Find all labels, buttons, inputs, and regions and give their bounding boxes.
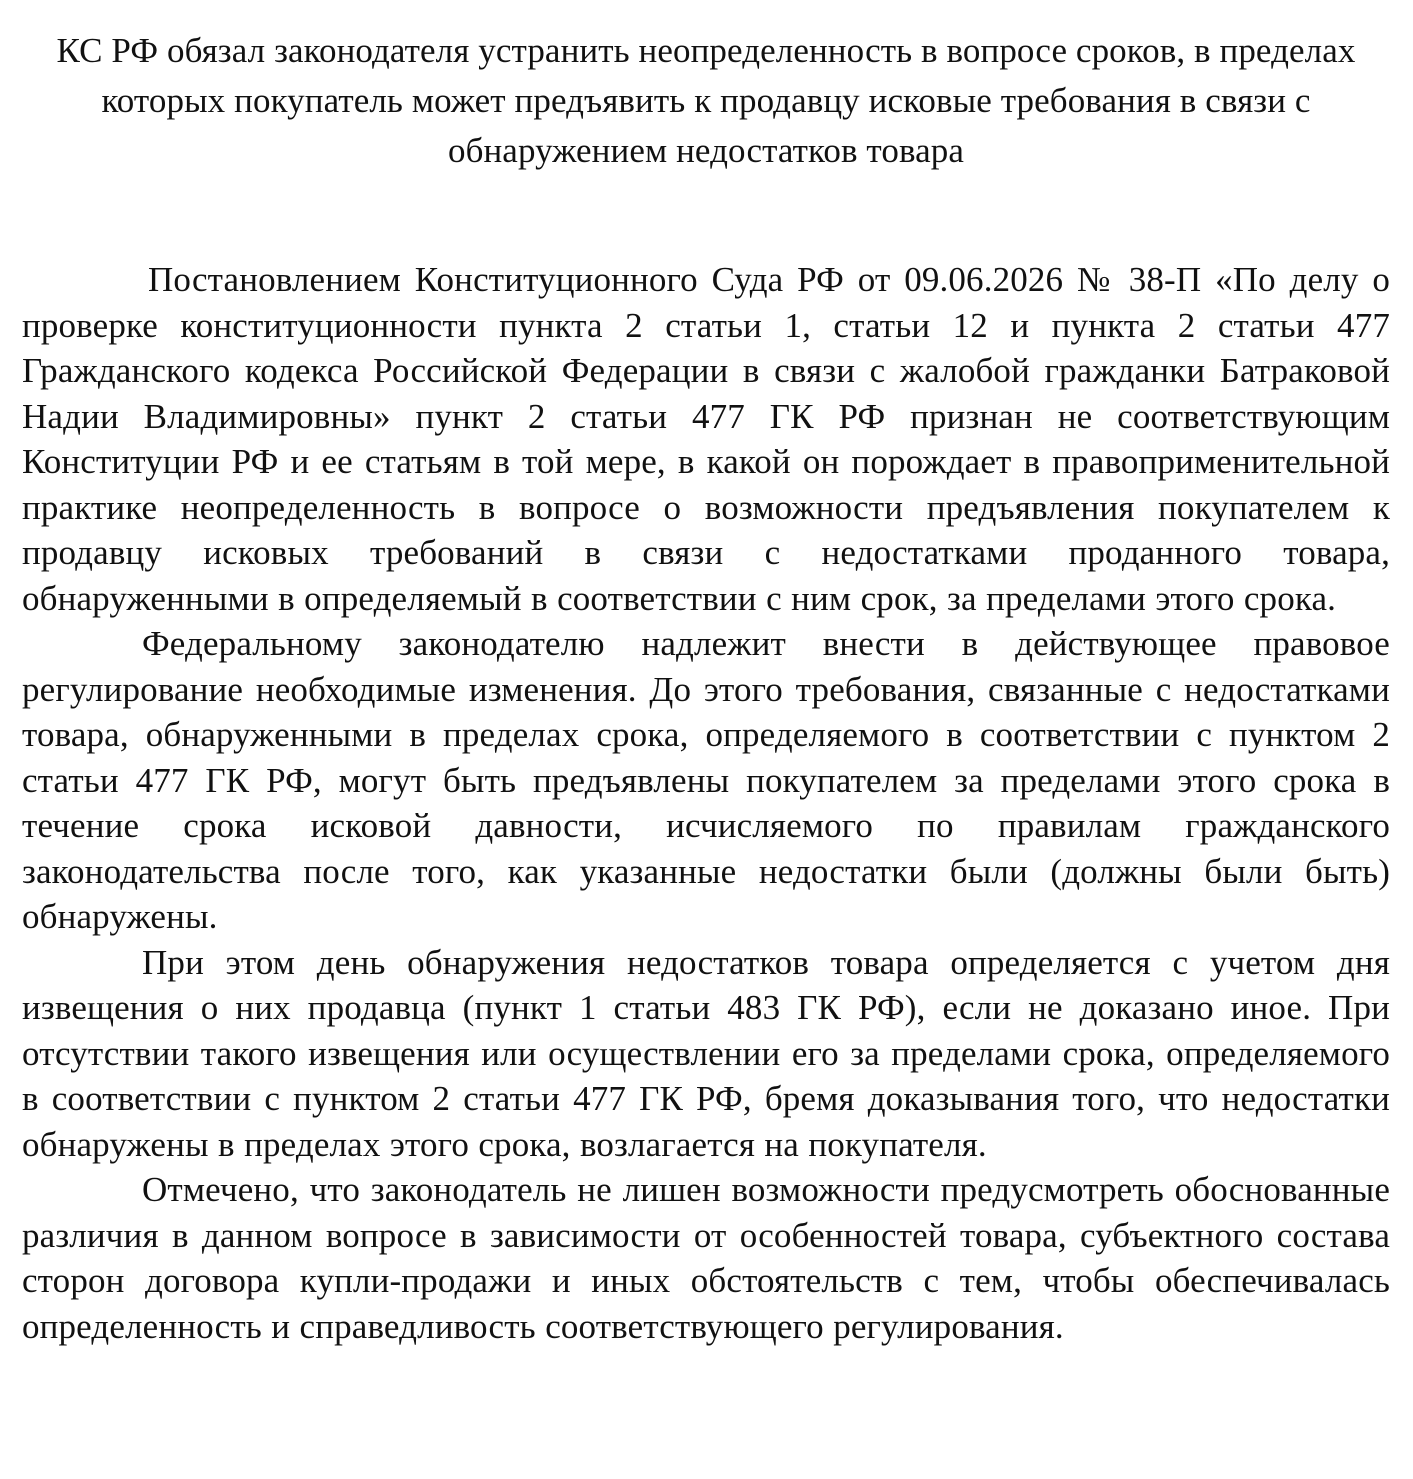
- document-title: КС РФ обязал законодателя устранить неопределенность в вопросе сроков, в пределах которых покупатель может предъявить к продавцу исковые требования в связи с обнаружением недостатков товара: [56, 31, 1356, 170]
- paragraph-ruling: Постановлением Конституционного Суда РФ от 09.06.2026 № 38-П «По делу о проверке конституционности пункта 2 статьи 1, статьи 12 и пункта 2 статьи 477 Гражданского кодекса Российской Федерации в связи с жалобой гражданки Батраковой Надии Владимировны» пункт 2 статьи 477 ГК РФ признан не соответствующим Конституции РФ и ее статьям в той мере, в какой он порождает в правоприменительной практике неопределенность в вопросе о возможности предъявления покупателем к продавцу исковых требований в связи с недостатками проданного товара, обнаруженными в определяемый в соответствии с ним срок, за пределами этого срока.: [22, 260, 1390, 618]
- document-body: [22, 257, 1390, 1349]
- paragraph-differences-note: Отмечено, что законодатель не лишен возможности предусмотреть обоснованные различия в данном вопросе в зависимости от особенностей товара, субъектного состава сторон договора купли-продажи и иных обстоятельств с тем, чтобы обеспечивалась определенность и справедливость соответствующего регулирования.: [22, 1170, 1390, 1346]
- paragraph-discovery-date: При этом день обнаружения недостатков товара определяется с учетом дня извещения о них продавца (пункт 1 статьи 483 ГК РФ), если не доказано иное. При отсутствии такого извещения или осуществлении его за пределами срока, определяемого в соответствии с пунктом 2 статьи 477 ГК РФ, бремя доказывания того, что недостатки обнаружены в пределах этого срока, возлагается на покупателя.: [22, 942, 1390, 1164]
- paragraph-legislator-duty: Федеральному законодателю надлежит внести в действующее правовое регулирование необходимые изменения. До этого требования, связанные с недостатками товара, обнаруженными в пределах срока, определяемого в соответствии с пунктом 2 статьи 477 ГК РФ, могут быть предъявлены покупателем за пределами этого срока в течение срока исковой давности, исчисляемого по правилам гражданского законодательства после того, как указанные недостатки были (должны были быть) обнаружены.: [22, 624, 1390, 936]
- document-page: [22, 26, 1390, 1349]
